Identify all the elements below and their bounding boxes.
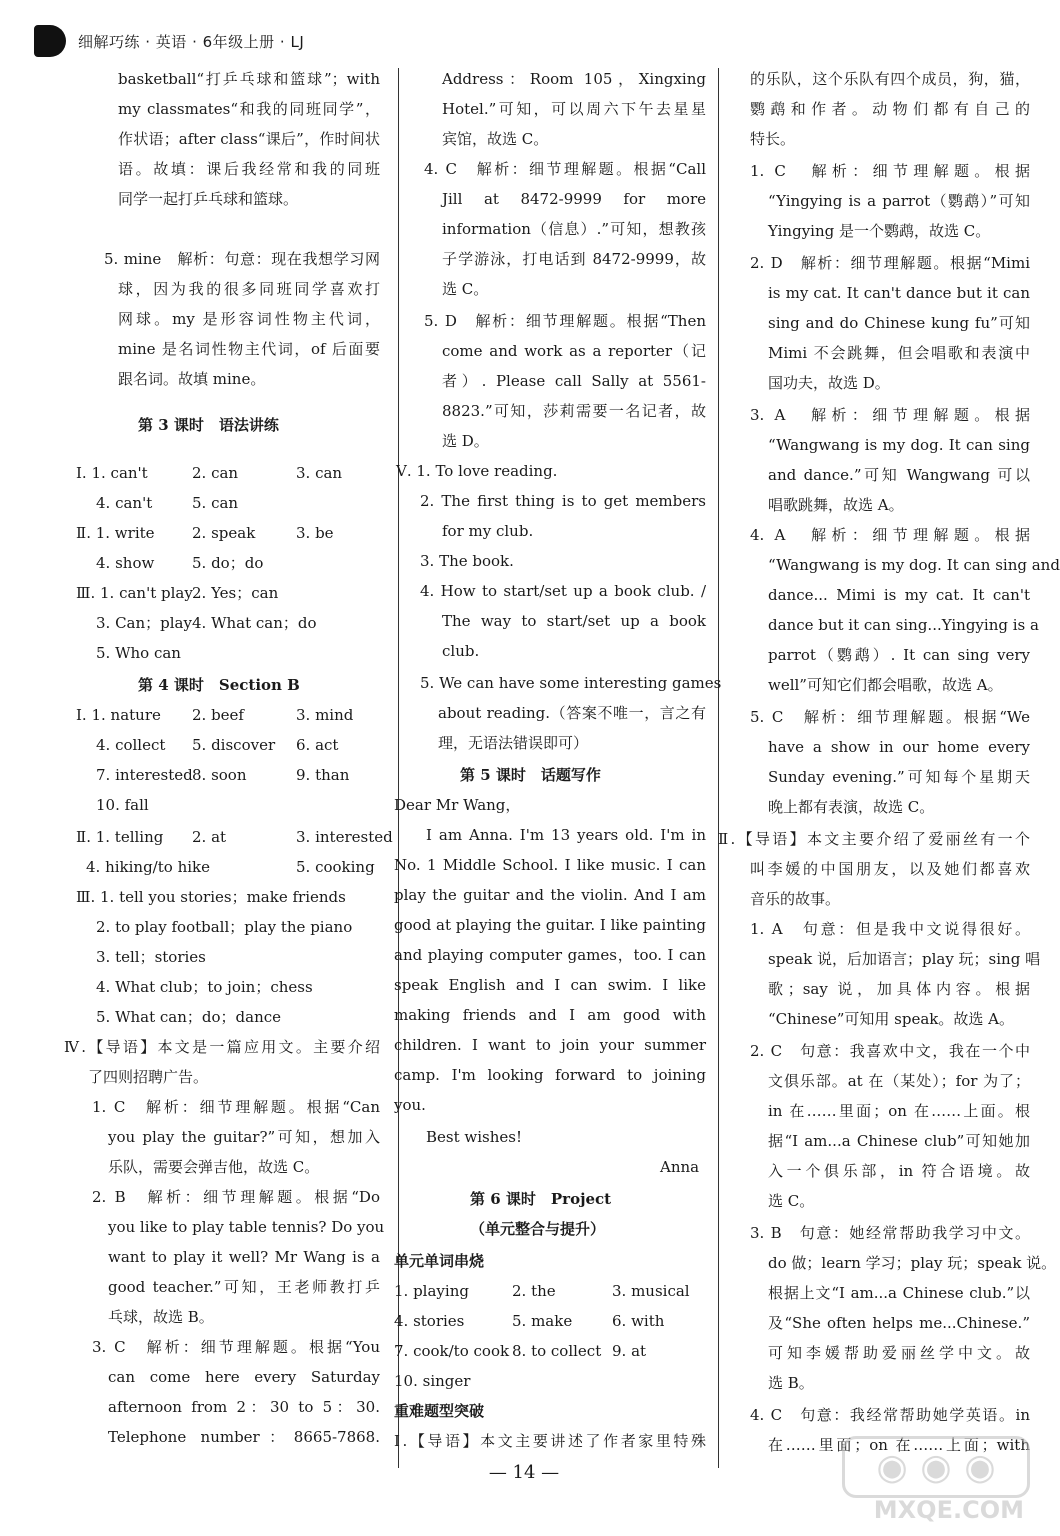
answer-line: 入一个俱乐部，in 符合语境。故 [768, 1162, 1030, 1180]
answer-line: 音乐的故事。 [750, 890, 841, 908]
answer-line: afternoon from 2：30 to 5：30. [108, 1398, 380, 1416]
answer-line: 5. mine 解析：句意：现在我想学习网 [104, 250, 380, 268]
answer-line: 4. C 解析：细节理解题。根据“Call [424, 160, 706, 178]
answer-line: 跟名词。故填 mine。 [118, 370, 266, 388]
answer-line: 4. hiking/to hike [86, 858, 210, 876]
answer-line: 10. fall [96, 796, 149, 814]
answer-line: “Yingying is a parrot（鹦鹉）”可知 [768, 192, 1030, 210]
answer-line: come and work as a reporter（记 [442, 342, 706, 360]
answer-line: 在……里面；on 在……上面；with [768, 1436, 1030, 1454]
answer-line: 2. D 解析：细节理解题。根据“Mimi [750, 254, 1030, 272]
answer-line: 5. make [512, 1312, 573, 1330]
answer-line: 据“I am...a Chinese club”可知她加 [768, 1132, 1030, 1150]
answer-line: for my club. [442, 522, 534, 540]
answer-line: 叫李媛的中国朋友，以及她们都喜欢 [750, 860, 1030, 878]
answer-line: 9. at [612, 1342, 647, 1360]
answer-line: 理，无语法错误即可） [438, 734, 589, 752]
answer-line: 鹦鹉和作者。动物们都有自己的 [750, 100, 1030, 118]
answer-line: 1. A 句意：但是我中文说得很好。 [750, 920, 1030, 938]
answer-line: 网球。my 是形容词性物主代词， [118, 310, 380, 328]
answer-line: 3. C 解析：细节理解题。根据“You [92, 1338, 380, 1356]
answer-line: 选 D。 [442, 432, 489, 450]
answer-line: about reading.（答案不唯一，言之有 [438, 704, 706, 722]
answer-line: 2. at [192, 828, 227, 846]
answer-line: 3. mind [296, 706, 354, 724]
answer-line: “Wangwang is my dog. It can sing [768, 436, 1030, 454]
answer-line: 4. show [96, 554, 155, 572]
answer-line: 3. interested [296, 828, 393, 846]
answer-line: 2. C 句意：我喜欢中文，我在一个中 [750, 1042, 1030, 1060]
answer-line: 5. discover [192, 736, 276, 754]
answer-line: making friends and I am good with [394, 1006, 706, 1024]
answer-line: 3. musical [612, 1282, 690, 1300]
watermark-stamp-icon: ◉ ◉ ◉ [842, 1436, 1030, 1498]
answer-line: 8. to collect [512, 1342, 602, 1360]
answer-line: is my cat. It can't dance but it can [768, 284, 1030, 302]
answer-line: 10. singer [394, 1372, 471, 1390]
answer-line: Ⅱ.【导语】本文主要介绍了爱丽丝有一个 [718, 830, 1030, 848]
answer-line: 5. cooking [296, 858, 375, 876]
section-heading: 第 5 课时 话题写作 [460, 766, 601, 784]
answer-line: 根据上文“I am...a Chinese club.”以 [768, 1284, 1030, 1302]
answer-line: 国功夫，故选 D。 [768, 374, 890, 392]
answer-line: Mimi 不会跳舞，但会唱歌和表演中 [768, 344, 1030, 362]
answer-line: 4. A 解析：细节理解题。根据 [750, 526, 1030, 544]
answer-line: Address：Room 105，Xingxing [442, 70, 706, 88]
answer-line: 选 B。 [768, 1374, 814, 1392]
answer-line: you play the guitar?”可知，想加入 [108, 1128, 380, 1146]
answer-line: Yingying 是一个鹦鹉，故选 C。 [768, 222, 991, 240]
section-heading: 第 4 课时 Section B [138, 676, 300, 694]
answer-line: 文俱乐部。at 在（某处）；for 为了； [768, 1072, 1030, 1090]
answer-line: 子学游泳，打电话到 8472-9999，故 [442, 250, 706, 268]
answer-column-1 [64, 64, 393, 1464]
answer-line: good at playing the guitar. I like painting [394, 916, 706, 934]
section-heading: 第 6 课时 Project [470, 1190, 612, 1208]
answer-line: 同学一起打乒乓球和篮球。 [118, 190, 299, 208]
answer-line: “Chinese”可知用 speak。故选 A。 [768, 1010, 1014, 1028]
answer-line: 6. with [612, 1312, 665, 1330]
answer-line: Ⅲ. 1. can't play [76, 584, 193, 602]
answer-line: Ⅰ.【导语】本文主要讲述了作者家里特殊 [394, 1432, 706, 1450]
answer-line: 球，因为我的很多同班同学喜欢打 [118, 280, 380, 298]
answer-line: you. [394, 1096, 426, 1114]
answer-line: 2. B 解析：细节理解题。根据“Do [92, 1188, 380, 1206]
answer-line: camp. I'm looking forward to joining [394, 1066, 706, 1084]
answer-line: children. I want to join your summer [394, 1036, 706, 1054]
answer-line: Anna [660, 1158, 700, 1176]
answer-line: speak English and I can swim. I like [394, 976, 706, 994]
answer-line: 宾馆，故选 C。 [442, 130, 549, 148]
answer-line: well”可知它们都会唱歌，故选 A。 [768, 676, 1003, 694]
answer-line: I am Anna. I'm 13 years old. I'm in [426, 826, 706, 844]
answer-line: Ⅱ. 1. write [76, 524, 155, 542]
answer-line: 5. can [192, 494, 239, 512]
answer-line: 及“She often helps me...Chinese.” [768, 1314, 1030, 1332]
watermark-text: MXQE.COM [873, 1496, 1024, 1524]
answer-column-2 [388, 64, 722, 1464]
answer-line: and playing computer games，too. I can [394, 946, 706, 964]
answer-line: Ⅳ.【导语】本文是一篇应用文。主要介绍 [64, 1038, 380, 1056]
watermark-logo [844, 1436, 1034, 1526]
answer-line: Ⅰ. 1. nature [76, 706, 161, 724]
answer-line: 2. to play football；play the piano [96, 918, 353, 936]
answer-line: 了四则招聘广告。 [88, 1068, 209, 1086]
answer-line: Ⅰ. 1. can't [76, 464, 148, 482]
answer-line: 8823.”可知，莎莉需要一名记者，故 [442, 402, 706, 420]
answer-line: 1. playing [394, 1282, 469, 1300]
answer-line: 1. C 解析：细节理解题。根据“Can [92, 1098, 380, 1116]
answer-line: 乓球，故选 B。 [108, 1308, 214, 1326]
answer-line: Ⅱ. 1. telling [76, 828, 164, 846]
answer-line: 5. Who can [96, 644, 181, 662]
answer-line: parrot（鹦鹉）. It can sing very [768, 646, 1030, 664]
answer-line: dance but it can sing...Yingying is a [768, 616, 1039, 634]
answer-line: club. [442, 642, 480, 660]
answer-line: 2. the [512, 1282, 556, 1300]
answer-line: 6. act [296, 736, 339, 754]
answer-line: speak 说，后加语言；play 玩；sing 唱 [768, 950, 1041, 968]
answer-line: 2. speak [192, 524, 256, 542]
answer-line: play the guitar and the violin. And I am [394, 886, 706, 904]
answer-line: Best wishes! [426, 1128, 522, 1146]
answer-column-3 [718, 64, 1060, 1464]
answer-line: mine 是名词性物主代词，of 后面要 [118, 340, 380, 358]
answer-line: 5. D 解析：细节理解题。根据“Then [424, 312, 706, 330]
answer-line: Telephone number：8665-7868. [108, 1428, 380, 1446]
answer-line: 乐队，需要会弹吉他，故选 C。 [108, 1158, 320, 1176]
section-heading: （单元整合与提升） [470, 1220, 606, 1238]
answer-line: sing and do Chinese kung fu”可知 [768, 314, 1030, 332]
answer-line: in 在……里面；on 在……上面。根 [768, 1102, 1030, 1120]
answer-line: 3. The book. [420, 552, 514, 570]
answer-line: 3. B 句意：她经常帮助我学习中文。 [750, 1224, 1030, 1242]
page-header [34, 24, 304, 58]
answer-line: 特长。 [750, 130, 796, 148]
answer-line: 9. than [296, 766, 350, 784]
answer-line: 4. What club；to join；chess [96, 978, 313, 996]
answer-line: 选 C。 [768, 1192, 815, 1210]
answer-line: do 做；learn 学习；play 玩；speak 说。 [768, 1254, 1057, 1272]
answer-line: want to play it well? Mr Wang is a [108, 1248, 380, 1266]
answer-line: dance... Mimi is my cat. It can't [768, 586, 1030, 604]
answer-line: Ⅴ. 1. To love reading. [396, 462, 558, 480]
answer-line: 3. tell；stories [96, 948, 206, 966]
answer-line: 的乐队，这个乐队有四个成员，狗，猫， [750, 70, 1030, 88]
answer-line: 唱歌跳舞，故选 A。 [768, 496, 904, 514]
answer-line: basketball“打乒乓球和篮球”；with [118, 70, 380, 88]
answer-line: 5. do；do [192, 554, 264, 572]
answer-line: 8. soon [192, 766, 247, 784]
answer-line: 2. Yes；can [192, 584, 279, 602]
answer-line: “Wangwang is my dog. It can sing and [768, 556, 1060, 574]
answer-line: Hotel.”可知，可以周六下午去星星 [442, 100, 706, 118]
answer-line: 4. can't [96, 494, 153, 512]
answer-line: my classmates“和我的同班同学”， [118, 100, 380, 118]
answer-line: 选 C。 [442, 280, 489, 298]
answer-line: 3. can [296, 464, 343, 482]
header-title: 细解巧练 · 英语 · 6年级上册 · LJ [78, 32, 305, 51]
answer-line: good teacher.”可知，王老师教打乒 [108, 1278, 380, 1296]
answer-line: 7. interested [96, 766, 193, 784]
answer-line: information（信息）.”可知，想教孩 [442, 220, 706, 238]
answer-line: 4. How to start/set up a book club. / [420, 582, 706, 600]
answer-line: Dear Mr Wang， [394, 796, 521, 814]
answer-line: 2. can [192, 464, 239, 482]
answer-line: Sunday evening.”可知每个星期天 [768, 768, 1030, 786]
answer-line: and dance.”可知 Wangwang 可以 [768, 466, 1030, 484]
answer-line: 1. C 解析：细节理解题。根据 [750, 162, 1030, 180]
answer-line: have a show in our home every [768, 738, 1030, 756]
column-divider-2 [718, 68, 719, 1468]
answer-line: 4. What can；do [192, 614, 317, 632]
answer-line: 者）. Please call Sally at 5561- [442, 372, 706, 390]
answer-line: 3. Can；play [96, 614, 192, 632]
answer-line: No. 1 Middle School. I like music. I can [394, 856, 706, 874]
answer-line: 作状语；after class“课后”，作时间状 [118, 130, 380, 148]
answer-line: 3. A 解析：细节理解题。根据 [750, 406, 1030, 424]
answer-line: Ⅲ. 1. tell you stories；make friends [76, 888, 346, 906]
answer-line: 语。故填：课后我经常和我的同班 [118, 160, 380, 178]
answer-line: 4. C 句意：我经常帮助她学英语。in [750, 1406, 1030, 1424]
answer-line: Jill at 8472-9999 for more [442, 190, 706, 208]
answer-line: 4. stories [394, 1312, 465, 1330]
answer-line: 4. collect [96, 736, 166, 754]
answer-line: 2. The first thing is to get members [420, 492, 706, 510]
answer-line: 5. What can；do；dance [96, 1008, 282, 1026]
answer-line: you like to play table tennis? Do you [108, 1218, 385, 1236]
section-heading: 单元单词串烧 [394, 1252, 485, 1270]
section-heading: 重难题型突破 [394, 1402, 485, 1420]
answer-line: 5. We can have some interesting games [420, 674, 722, 692]
header-tab-marker [34, 25, 66, 57]
answer-line: 可知李媛帮助爱丽丝学中文。故 [768, 1344, 1030, 1362]
answer-line: 歌；say 说，加具体内容。根据 [768, 980, 1030, 998]
answer-line: can come here every Saturday [108, 1368, 380, 1386]
answer-line: 3. be [296, 524, 334, 542]
section-heading: 第 3 课时 语法讲练 [138, 416, 279, 434]
answer-line: 2. beef [192, 706, 244, 724]
page-number: — 14 — [488, 1462, 560, 1483]
answer-line: 5. C 解析：细节理解题。根据“We [750, 708, 1030, 726]
answer-line: The way to start/set up a book [442, 612, 706, 630]
answer-line: 晚上都有表演，故选 C。 [768, 798, 935, 816]
answer-line: 7. cook/to cook [394, 1342, 510, 1360]
